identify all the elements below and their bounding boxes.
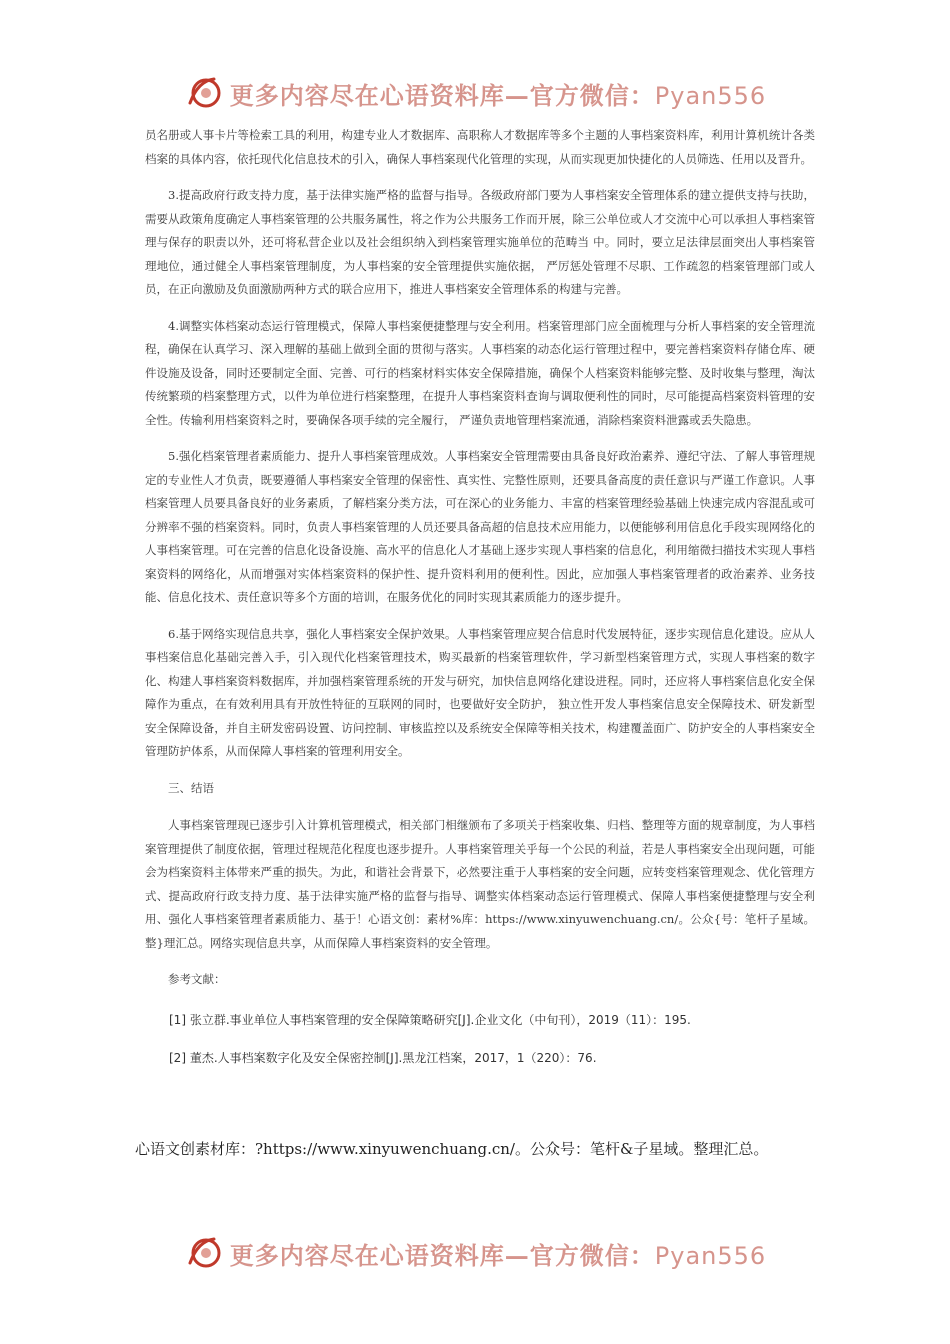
- conclusion-heading: 三、结语: [168, 780, 214, 795]
- brand-logo-icon: [184, 73, 224, 113]
- footer-source-note: 心语文创素材库：?https://www.xinyuwenchuang.cn/。公众号：笔杆&子星域。整理汇总。: [135, 1140, 769, 1158]
- banner-wechat-id: Pyan556: [654, 1241, 767, 1270]
- paragraph-5: 5.强化档案管理者素质能力、提升人事档案管理成效。人事档案安全管理需要由具备良好政治素养、遵纪守法、了解人事管理规定的专业性人才负责，既要遵循人事档案安全管理的保密性、真实性、完整性原则，还要具备高度的责任意识与严谨工作意识。人事档案管理人员要具备良好的业务素质，了解档案分类方法，可在深心的业务能力、丰富的档案管理经验基础上快速完成内容混乱或可分辨率不强的档案资料。同时，负责人事档案管理的人员还要具备高超的信息技术应用能力，以便能够利用信息化手段实现网络化的人事档案管理。可在完善的信息化设备设施、高水平的信息化人才基础上逐步实现人事档案的信息化，利用缩微扫描技术实现人事档案资料的网络化，从而增强对实体档案资料的保护性、提升资料利用的便利性。因此，应加强人事档案管理者的政治素养、业务技能、信息化技术、责任意识等多个方面的培训，在服务优化的同时实现其素质能力的逐步提升。: [145, 449, 815, 604]
- paragraph-6: 6.基于网络实现信息共享，强化人事档案安全保护效果。人事档案管理应契合信息时代发展特征，逐步实现信息化建设。应从人事档案信息化基础完善入手，引入现代化档案管理技术，购买最新的档案管理软件，学习新型档案管理方式，实现人事档案的数字化、构建人事档案资料数据库，并加强档案管理系统的开发与研究，加快信息网络化建设进程。同时，还应将人事档案信息化安全保障作为重点，在有效利用具有开放性特征的互联网的同时，也要做好安全防护， 独立性开发人事档案信息安全保障技术、研发新型安全保障设备，并自主研发密码设置、访问控制、审核监控以及系统安全保障等相关技术，构建覆盖面广、防护安全的人事档案安全管理防护体系，从而保障人事档案的管理利用安全。: [145, 626, 815, 758]
- header-banner: [0, 68, 950, 118]
- reference-item-1: [1] 张立群.事业单位人事档案管理的安全保障策略研究[J].企业文化（中旬刊），2019（11）：195.: [169, 1012, 691, 1027]
- references-heading: 参考文献：: [168, 972, 226, 986]
- banner-slogan: 更多内容尽在心语资料库—官方微信：: [229, 80, 655, 110]
- paragraph-4: 4.调整实体档案动态运行管理模式，保障人事档案便捷整理与安全利用。档案管理部门应全面梳理与分析人事档案的安全管理流程，确保在认真学习、深入理解的基础上做到全面的贯彻与落实。人事档案的动态化运行管理过程中，要完善档案资料存储仓库、硬件设施及设备，同时还要制定全面、完善、可行的档案材料实体安全保障措施，确保个人档案资料能够完整、及时收集与整理，淘汰传统繁琐的档案整理方式，以件为单位进行档案整理，在提升人事档案资料查询与调取便利性的同时，尽可能提高档案资料管理的安全性。传输利用档案资料之时，要确保各项手续的完全履行， 严谨负责地管理档案流通，消除档案资料泄露或丢失隐患。: [145, 318, 815, 427]
- paragraph-3: 3.提高政府行政支持力度，基于法律实施严格的监督与指导。各级政府部门要为人事档案安全管理体系的建立提供支持与扶助，需要从政策角度确定人事档案管理的公共服务属性，将之作为公共服务工作而开展，除三公单位或人才交流中心可以承担人事档案管理与保存的职责以外，还可将私营企业以及社会组织纳入到档案管理实施单位的范畴当 中。同时，要立足法律层面突出人事档案管理地位，通过健全人事档案管理制度，为人事档案的安全管理提供实施依据， 严厉惩处管理不尽职、工作疏忽的档案管理部门或人员，在正向激励及负面激励两种方式的联合应用下，推进人事档案安全管理体系的构建与完善。: [145, 188, 815, 296]
- footer-banner: [0, 1228, 950, 1278]
- brand-logo-icon: [184, 1233, 224, 1273]
- paragraph-continued: 员名册或人事卡片等检索工具的利用，构建专业人才数据库、高职称人才数据库等多个主题的人事档案资料库，利用计算机统计各类档案的具体内容，依托现代化信息技术的引入，确保人事档案现代化管理的实现，从而实现更加快捷化的人员筛选、任用以及晋升。: [145, 128, 815, 166]
- banner-wechat-id: Pyan556: [654, 81, 767, 110]
- reference-item-2: [2] 董杰.人事档案数字化及安全保密控制[J].黑龙江档案，2017，1（220）：76.: [169, 1050, 597, 1065]
- banner-text: [230, 1236, 766, 1271]
- banner-slogan: 更多内容尽在心语资料库—官方微信：: [229, 1240, 655, 1270]
- conclusion-paragraph: 人事档案管理现已逐步引入计算机管理模式，相关部门相继颁布了多项关于档案收集、归档、整理等方面的规章制度，为人事档案管理提供了制度依据，管理过程规范化程度也逐步提升。人事档案管理关乎每一个公民的利益，若是人事档案安全出现问题，可能会为档案资料主体带来严重的损失。为此，和谐社会背景下，必然要注重于人事档案的安全问题，应转变档案管理观念、优化管理方式、提高政府行政支持力度、基于法律实施严格的监督与指导、调整实体档案动态运行管理模式、保障人事档案便捷整理与安全利用、强化人事档案管理者素质能力、基于！心语文创：素材%库：https://www.xinyuwenchuang.cn/。公众{号：笔杆子星域。整}理汇总。网络实现信息共享，从而保障人事档案资料的安全管理。: [145, 818, 815, 950]
- document-body: [145, 124, 815, 1086]
- banner-text: [230, 76, 766, 111]
